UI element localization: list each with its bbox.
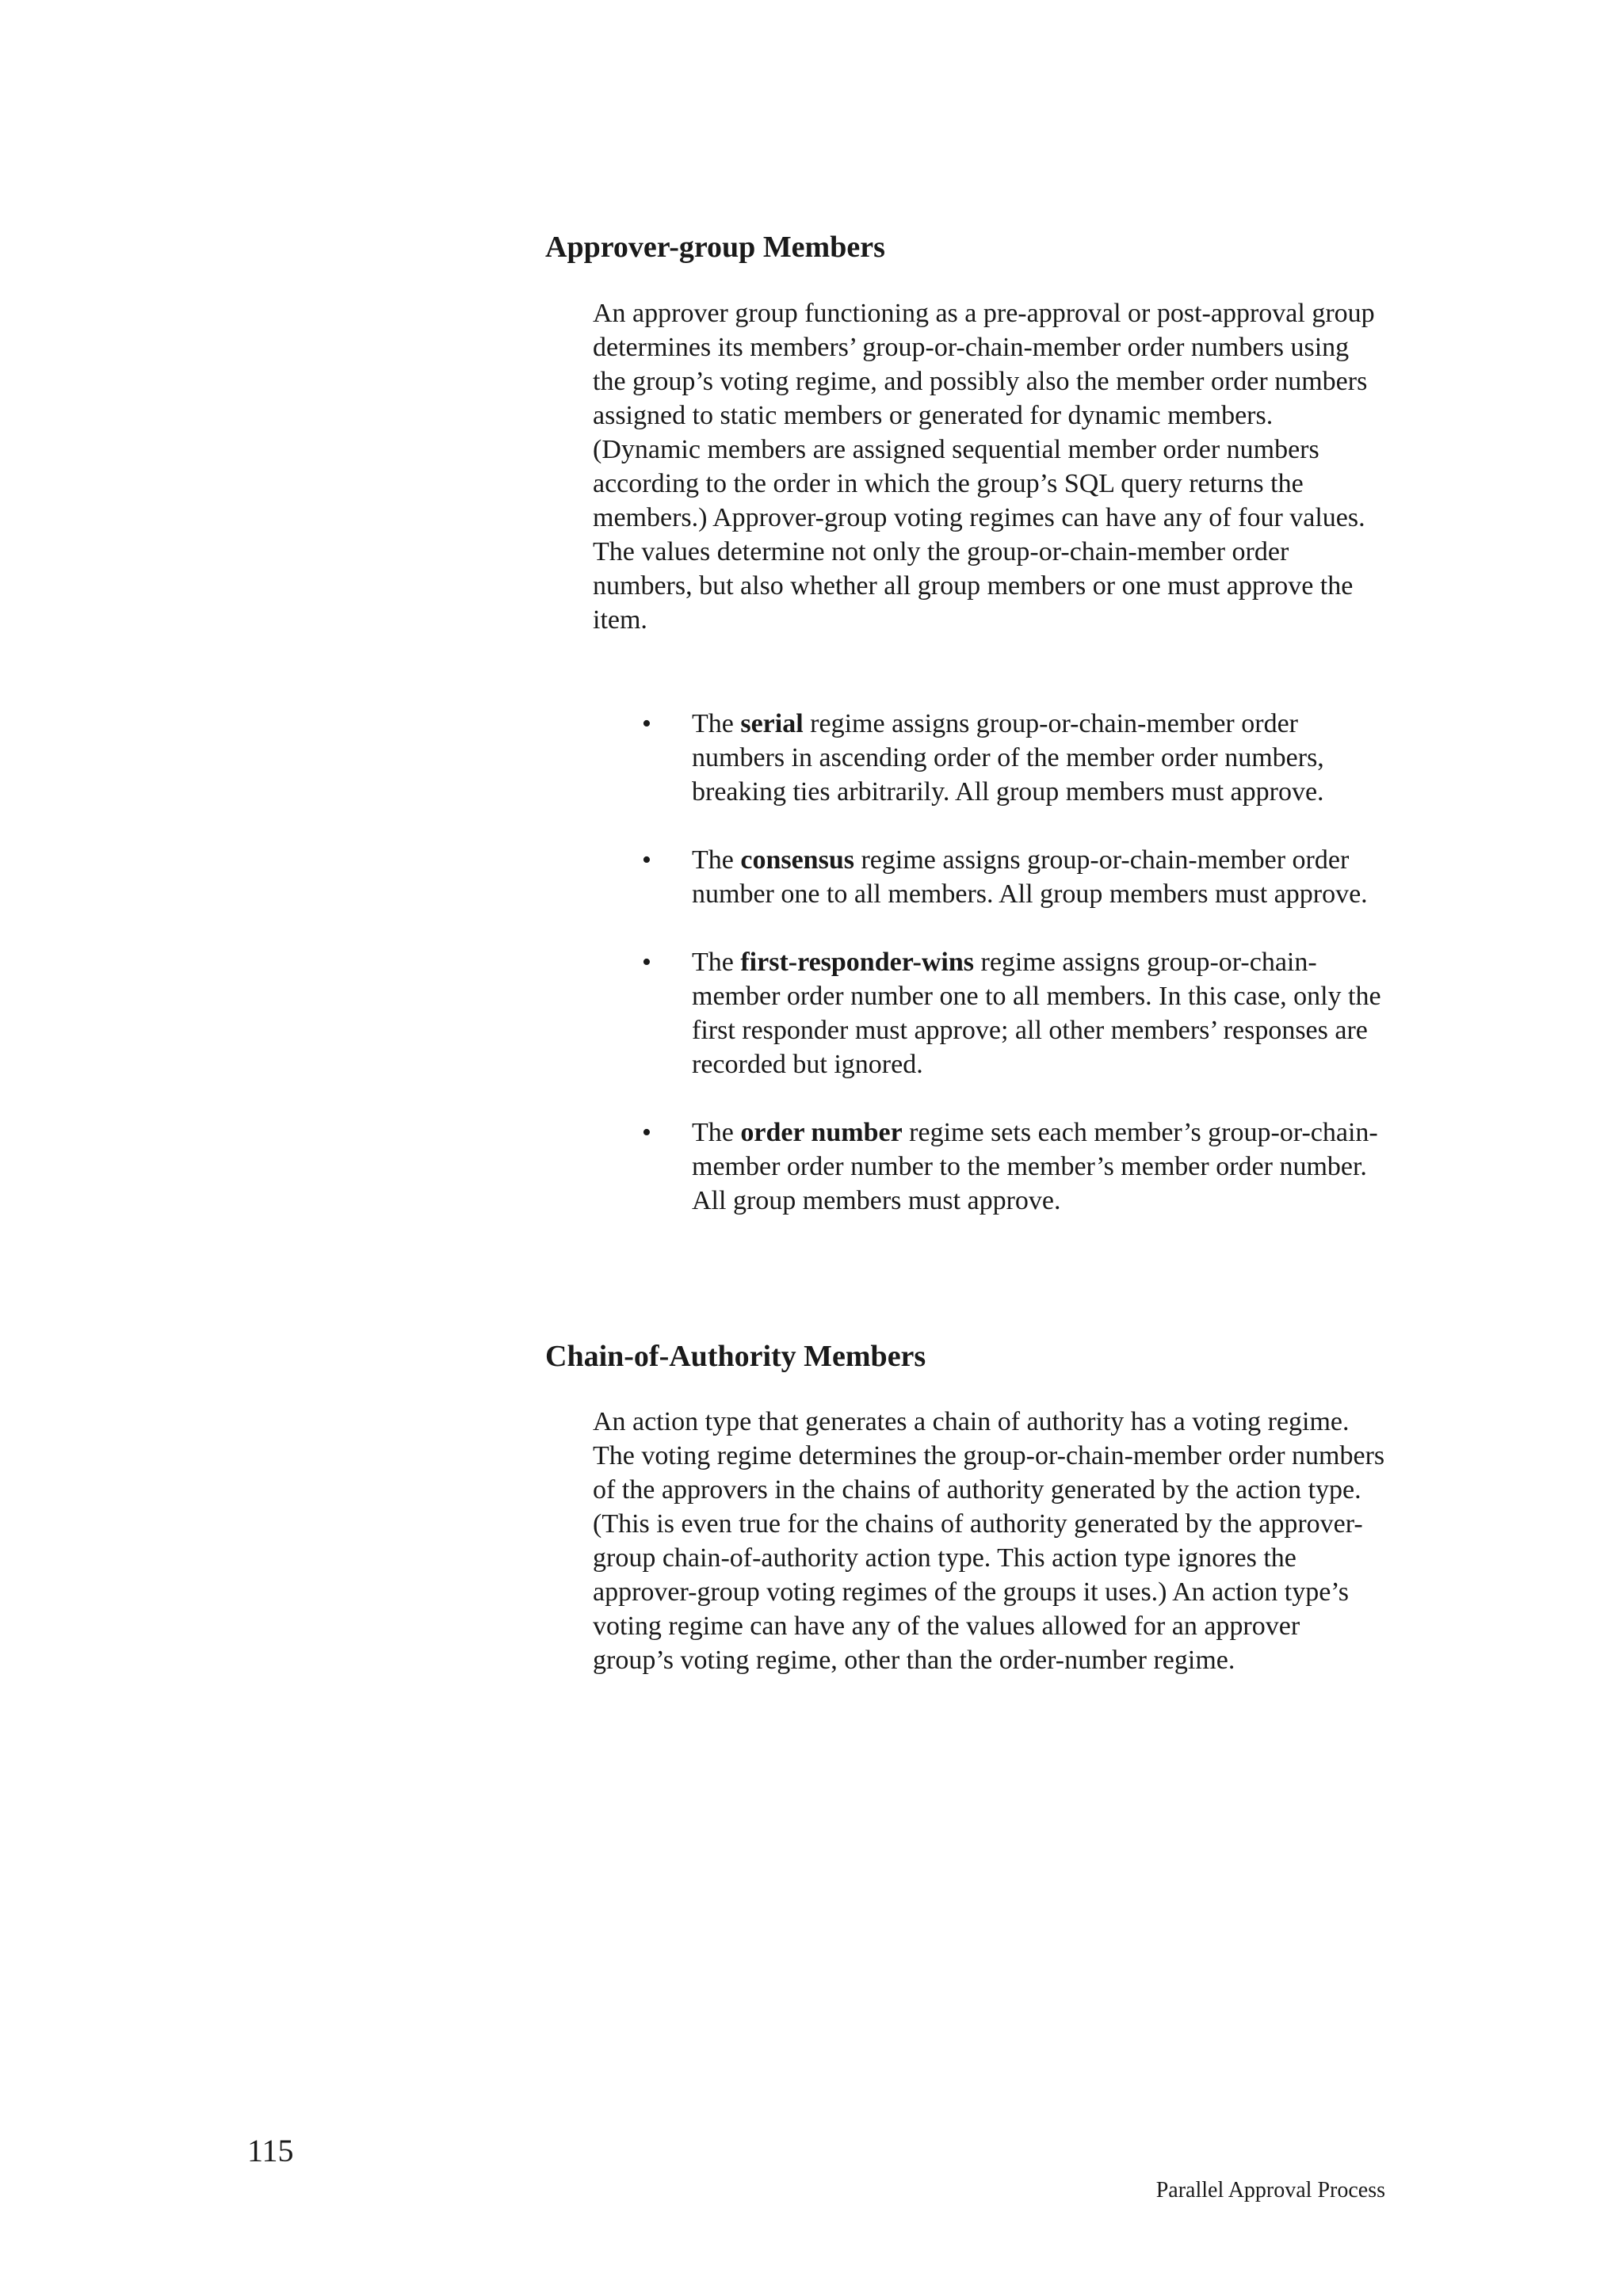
section-heading-approver-group-members: Approver-group Members xyxy=(545,231,885,264)
bullet-icon: • xyxy=(642,1118,651,1147)
list-item-consensus xyxy=(642,843,1395,911)
list-item-prefix: The xyxy=(692,709,741,738)
list-item-term: serial xyxy=(740,709,804,738)
running-footer-title: Parallel Approval Process xyxy=(1155,2178,1385,2203)
list-item-serial xyxy=(642,707,1395,809)
list-item-term: consensus xyxy=(740,845,854,875)
section-paragraph-chain-of-authority-members: An action type that generates a chain of authority has a voting regime. The voting regime determines the group-or-chain-member order numbers of the approvers in the chains of authority generated by the action type. (This is even true for the chains of authority generated by the approver-group chain-of-authority action type. This action type ignores the approver-group voting regimes of the groups it uses.) An action type’s voting regime can have any of the values allowed for an approver group’s voting regime, other than the order-number regime. xyxy=(593,1407,1385,1675)
list-item-first-responder-wins xyxy=(642,945,1395,1081)
voting-regime-list xyxy=(642,707,1395,1252)
list-item-text: regime sets each member’s group-or-chain-member order number to the member’s member order number. All group members must approve. xyxy=(692,1118,1378,1215)
list-item-order-number xyxy=(642,1116,1395,1218)
bullet-icon: • xyxy=(642,948,651,977)
list-item-term: first-responder-wins xyxy=(740,948,975,977)
list-item-text: regime assigns group-or-chain-member order numbers in ascending order of the member order numbers, breaking ties arbitrarily. All group members must approve. xyxy=(692,709,1324,807)
section-heading-chain-of-authority-members: Chain-of-Authority Members xyxy=(545,1340,926,1373)
list-item-text: regime assigns group-or-chain-member order number one to all members. All group members must approve. xyxy=(692,845,1368,909)
list-item-prefix: The xyxy=(692,1118,741,1147)
bullet-icon: • xyxy=(642,845,651,875)
page-number: 115 xyxy=(247,2133,294,2168)
list-item-prefix: The xyxy=(692,948,741,977)
bullet-icon: • xyxy=(642,709,651,738)
section-paragraph-approver-group-members: An approver group functioning as a pre-approval or post-approval group determines its members’ group-or-chain-member order numbers using the group’s voting regime, and possibly also the member order numbers assigned to static members or generated for dynamic members. (Dynamic members are assigned sequential member order numbers according to the order in which the group’s SQL query returns the members.) Approver-group voting regimes can have any of four values. The values determine not only the group-or-chain-member order numbers, but also whether all group members or one must approve the item. xyxy=(593,299,1375,635)
list-item-text: regime assigns group-or-chain-member order number one to all members. In this case, only the first responder must approve; all other members’ responses are recorded but ignored. xyxy=(692,948,1381,1079)
list-item-term: order number xyxy=(740,1118,903,1147)
list-item-prefix: The xyxy=(692,845,741,875)
